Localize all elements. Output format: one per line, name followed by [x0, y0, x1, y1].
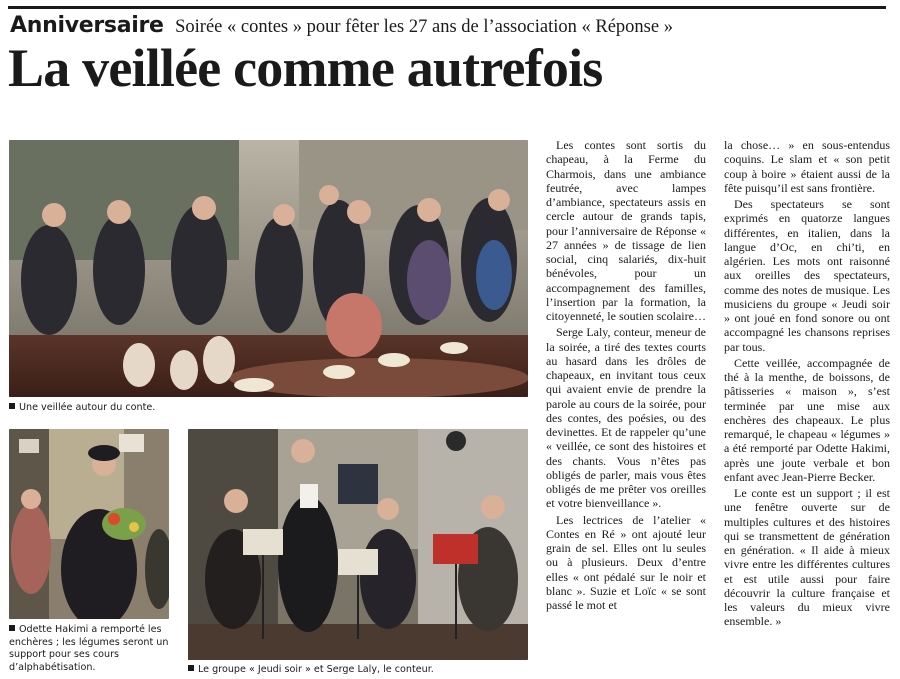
audience-photo-image: [9, 140, 528, 397]
caption-text: Odette Hakimi a remporté les enchères ; les légumes seront un support pour ses cours d’alphabétisation.: [9, 624, 169, 673]
article-paragraph: Les contes sont sortis du chapeau, à la Ferme du Charmois, dans une ambiance feutrée, avec lampes d’ambiance, spectateurs assis en cercle autour de grands tapis, pour l’anniversaire de Réponse « 27 années » de tissage de lien social, cinq salariés, dix-huit bénévoles, pour un accompagnement des familles, l’insertion par la formation, la citoyenneté, le soutien scolaire…: [546, 138, 706, 323]
caption-bullet: [188, 665, 194, 671]
headline: La veillée comme autrefois: [8, 38, 603, 98]
caption-bullet: [9, 403, 15, 409]
article-paragraph: Le conte est un support ; il est une fenêtre ouverte sur de multiples cultures et des histoires qui se transmettent de génération en génération. « Il aide à mieux vivre entre les différentes cultures et est utile aussi pour faire découvrir la culture française et les valeurs du mieux vivre ensemble. »: [724, 486, 890, 629]
hat-winner-photo-image: [9, 429, 169, 619]
article-column-2: [724, 138, 890, 678]
photo-hat-winner: [9, 429, 169, 619]
caption-text: Une veillée autour du conte.: [19, 402, 156, 413]
caption-photo-hat-winner: [9, 624, 174, 674]
caption-photo-band: [188, 664, 533, 677]
article-paragraph: Des spectateurs se sont exprimés en quatorze langues différentes, en italien, dans la langue d’Oc, en chi’ti, en algérien. Les mots ont raisonné aux oreilles des spectateurs, comme des notes de musique. Les musiciens du groupe « Jeudi soir » ont joué en fond sonore ou ont accompagné les chansons reprises par tous.: [724, 197, 890, 354]
kicker-row: [10, 13, 673, 38]
band-photo-image: [188, 429, 528, 660]
caption-photo-audience: [9, 402, 528, 415]
subheadline: Soirée « contes » pour fêter les 27 ans de l’association « Réponse »: [175, 17, 673, 37]
caption-text: Le groupe « Jeudi soir » et Serge Laly, le conteur.: [198, 664, 434, 675]
article-paragraph: Cette veillée, accompagnée de thé à la menthe, de boissons, de pâtisseries « maison », s’est terminée par une mise aux enchères des chapeaux. Le plus remarqué, le chapeau « légumes » a été remporté par Odette Hakimi, après une joute verbale et bon enfant avec Jean-Pierre Becker.: [724, 355, 890, 484]
article-paragraph: Les lectrices de l’atelier « Contes en Ré » ont ajouté leur grain de sel. Elles ont lu seules ou à plusieurs. Deux d’entre elles « ont pédalé sur le noir et blanc ». Suzie et Loïc « se sont passé le mot et: [546, 512, 706, 612]
article-paragraph: la chose… » en sous-entendus coquins. Le slam et « son petit coup à boire » étaient aussi de la fête puisqu’il est sans frontière.: [724, 138, 890, 195]
article-paragraph: Serge Laly, conteur, meneur de la soirée, a tiré des textes courts au hasard dans les drôles de chapeaux, en invitant tous ceux qui avaient envie de prendre la parole au cours de la soirée, pour des contes, des poésies, ou des devinettes. Et de rappeler qu’une « veillée, ce sont des histoires et des chants. Vous n’êtes pas obligés de parler, mais vous êtes obligés de me prêter vos oreilles et votre bienveillance ».: [546, 325, 706, 511]
article-column-1: [546, 138, 706, 678]
section-kicker: Anniversaire: [10, 13, 164, 38]
photo-band: [188, 429, 528, 660]
photo-audience: [9, 140, 528, 397]
header-rule: [8, 6, 886, 9]
caption-bullet: [9, 625, 15, 631]
